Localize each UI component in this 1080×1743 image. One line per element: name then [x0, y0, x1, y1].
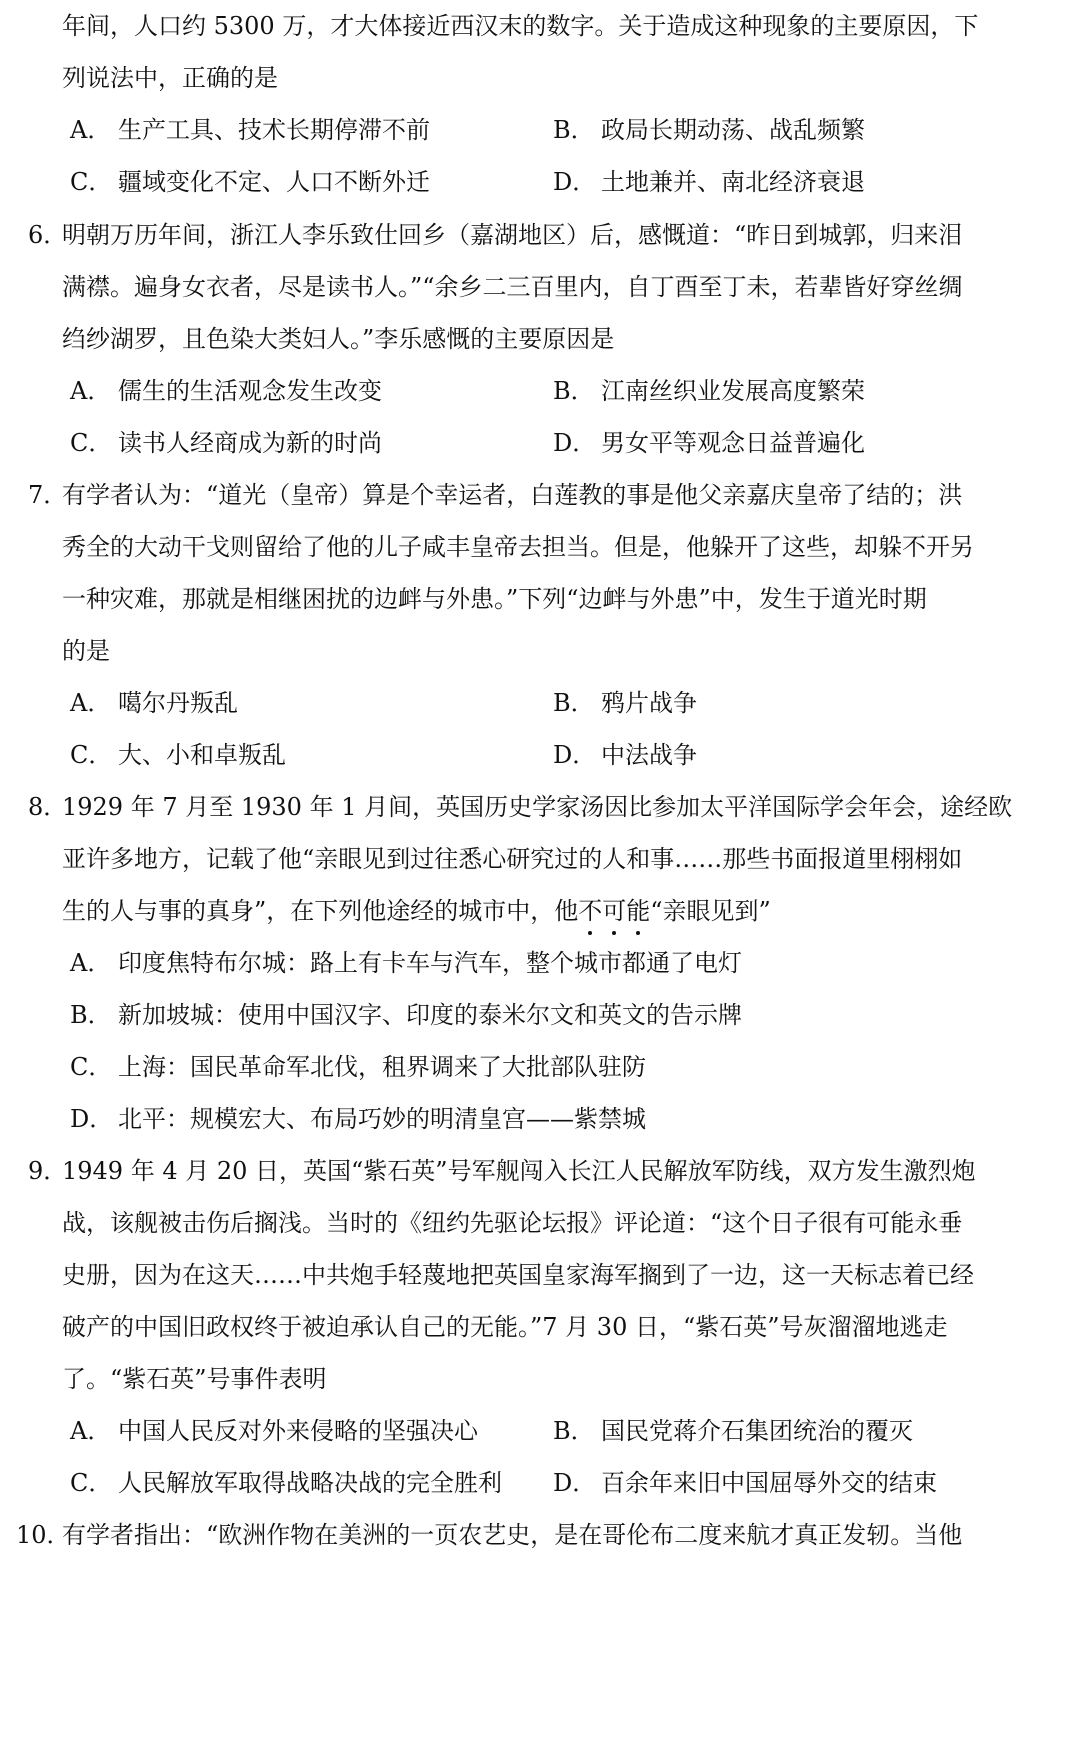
- q6-line-3: 绉纱湖罗，且色染大类妇人。”李乐感慨的主要原因是: [62, 325, 615, 353]
- q5-option-a: A． 生产工具、技术长期停滞不前: [70, 116, 430, 144]
- q9-number: 9．: [28, 1157, 68, 1185]
- q9-option-b: B． 国民党蒋介石集团统治的覆灭: [553, 1417, 913, 1445]
- q5-line-2: 列说法中，正确的是: [62, 64, 278, 92]
- q8-option-d: D． 北平：规模宏大、布局巧妙的明清皇宫——紫禁城: [70, 1105, 646, 1133]
- q7-option-c: C． 大、小和卓叛乱: [70, 741, 286, 769]
- q7-option-a: A． 噶尔丹叛乱: [70, 689, 238, 717]
- q9-option-a: A． 中国人民反对外来侵略的坚强决心: [70, 1417, 478, 1445]
- q6-number: 6．: [28, 221, 68, 249]
- q5-option-c: C． 疆域变化不定、人口不断外迁: [70, 168, 430, 196]
- q5-option-b: B． 政局长期动荡、战乱频繁: [553, 116, 865, 144]
- q9-option-c: C． 人民解放军取得战略决战的完全胜利: [70, 1469, 502, 1497]
- q9-option-d: D． 百余年来旧中国屈辱外交的结束: [553, 1469, 937, 1497]
- q8-line-3: 生的人与事的真身”，在下列他途经的城市中，他不 可 能 “亲眼见到”: [62, 894, 771, 928]
- q9-line-1: 9．1949 年 4 月 20 日，英国“紫石英”号军舰闯入长江人民解放军防线，双方发生激烈炮: [28, 1154, 976, 1188]
- q6-option-c: C． 读书人经商成为新的时尚: [70, 429, 382, 457]
- emphasis-char: 能: [626, 897, 650, 925]
- q7-number: 7．: [28, 481, 68, 509]
- q7-option-b: B． 鸦片战争: [553, 689, 697, 717]
- q7-line-3: 一种灾难，那就是相继困扰的边衅与外患。”下列“边衅与外患”中，发生于道光时期: [62, 585, 927, 613]
- q8-option-c: C． 上海：国民革命军北伐，租界调来了大批部队驻防: [70, 1053, 646, 1081]
- q6-option-b: B． 江南丝织业发展高度繁荣: [553, 377, 865, 405]
- q6-line-1: 6．明朝万历年间，浙江人李乐致仕回乡（嘉湖地区）后，感慨道：“昨日到城郭，归来泪: [28, 218, 962, 252]
- q8-line-1: 8．1929 年 7 月至 1930 年 1 月间，英国历史学家汤因比参加太平洋国际学会年会，途经欧: [28, 790, 1012, 824]
- q6-option-d: D． 男女平等观念日益普遍化: [553, 429, 865, 457]
- q9-line-2: 战，该舰被击伤后搁浅。当时的《纽约先驱论坛报》评论道：“这个日子很有可能永垂: [62, 1209, 963, 1237]
- emphasis-char: 可: [602, 897, 626, 925]
- emphasis-char: 不: [578, 897, 602, 925]
- q7-line-1: 7．有学者认为：“道光（皇帝）算是个幸运者，白莲教的事是他父亲嘉庆皇帝了结的；洪: [28, 478, 962, 512]
- q8-number: 8．: [28, 793, 68, 821]
- q10-line-1: 10．有学者指出：“欧洲作物在美洲的一页农艺史，是在哥伦布二度来航才真正发轫。当他: [16, 1518, 962, 1552]
- q7-line-2: 秀全的大动干戈则留给了他的儿子咸丰皇帝去担当。但是，他躲开了这些，却躲不开另: [62, 533, 974, 561]
- q9-line-5: 了。“紫石英”号事件表明: [62, 1365, 327, 1393]
- q6-option-a: A． 儒生的生活观念发生改变: [70, 377, 382, 405]
- q8-option-b: B． 新加坡城：使用中国汉字、印度的泰米尔文和英文的告示牌: [70, 1001, 742, 1029]
- q7-option-d: D． 中法战争: [553, 741, 697, 769]
- q7-line-4: 的是: [62, 637, 110, 665]
- q6-line-2: 满襟。遍身女衣者，尽是读书人。”“余乡二三百里内，自丁酉至丁未，若辈皆好穿丝绸: [62, 273, 963, 301]
- q5-line-1: 年间，人口约 5300 万，才大体接近西汉末的数字。关于造成这种现象的主要原因，下: [62, 12, 979, 40]
- q9-line-3: 史册，因为在这天……中共炮手轻蔑地把英国皇家海军搁到了一边，这一天标志着已经: [62, 1261, 974, 1289]
- q9-line-4: 破产的中国旧政权终于被迫承认自己的无能。”7 月 30 日，“紫石英”号灰溜溜地逃走: [62, 1313, 948, 1341]
- q5-option-d: D． 土地兼并、南北经济衰退: [553, 168, 865, 196]
- q8-line-2: 亚许多地方，记载了他“亲眼见到过往悉心研究过的人和事……那些书面报道里栩栩如: [62, 845, 963, 873]
- q8-option-a: A． 印度焦特布尔城：路上有卡车与汽车，整个城市都通了电灯: [70, 949, 742, 977]
- q10-number: 10．: [16, 1521, 71, 1549]
